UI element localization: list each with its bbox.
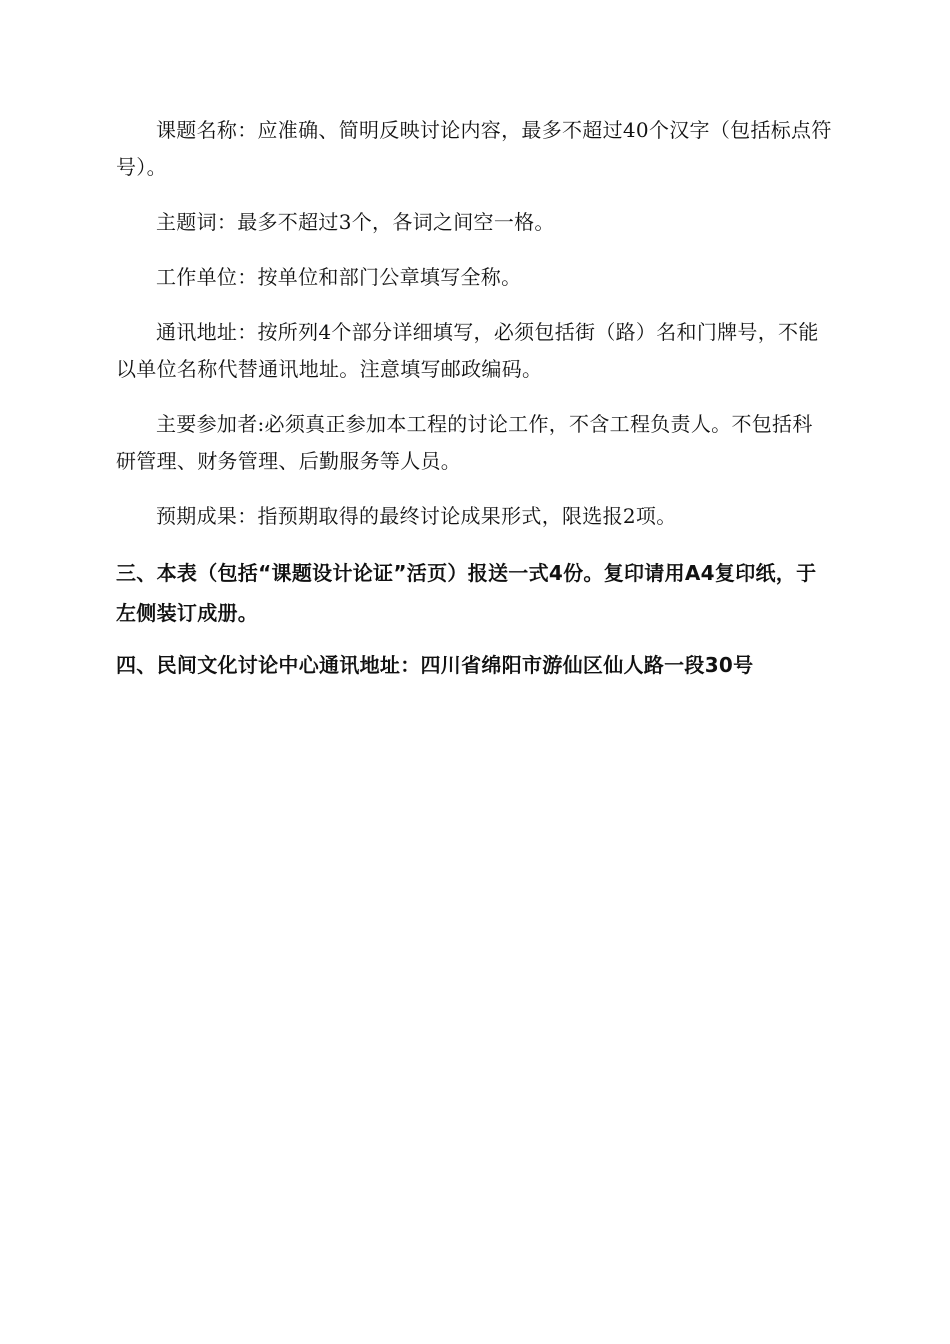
paragraph-keywords: 主题词：最多不超过3个，各词之间空一格。: [156, 210, 555, 234]
section-three-submission: 三、本表（包括“课题设计论证”活页）报送一式4份。复印请用A4复印纸，于左侧装订成册。: [116, 561, 817, 625]
paragraph-main-participants: 主要参加者:必须真正参加本工程的讨论工作，不含工程负责人。不包括科研管理、财务管理、后勤服务等人员。: [116, 412, 813, 473]
section-four-center-address: 四、民间文化讨论中心通讯地址：四川省绵阳市游仙区仙人路一段30号: [116, 653, 754, 677]
paragraph-expected-results: 预期成果：指预期取得的最终讨论成果形式，限选报2项。: [156, 504, 677, 528]
paragraph-topic-name: 课题名称：应准确、简明反映讨论内容，最多不超过40个汉字（包括标点符号）。: [116, 118, 832, 179]
document-body: [116, 112, 832, 697]
paragraph-work-unit: 工作单位：按单位和部门公章填写全称。: [156, 265, 522, 289]
paragraph-mailing-address: 通讯地址：按所列4个部分详细填写，必须包括街（路）名和门牌号，不能以单位名称代替通讯地址。注意填写邮政编码。: [116, 320, 819, 381]
